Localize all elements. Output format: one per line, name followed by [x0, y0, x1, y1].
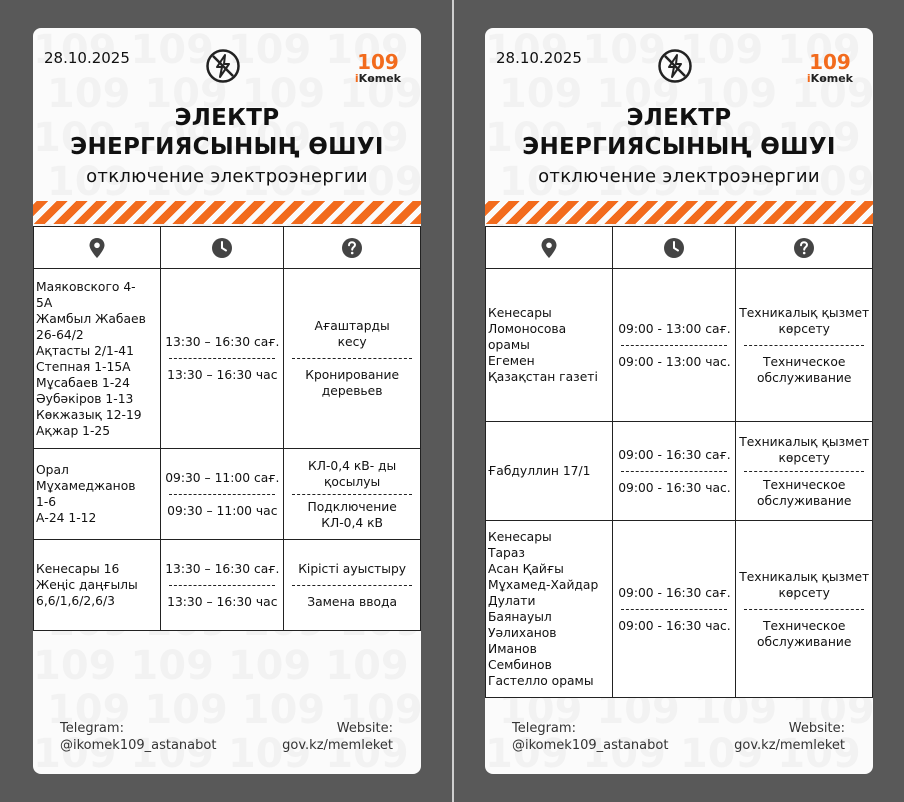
outage-card-right: [485, 28, 873, 774]
time-cell: 13:30 – 16:30 сағ. 13:30 – 16:30 час: [161, 540, 284, 631]
page-title: ЭЛЕКТР ЭНЕРГИЯСЫНЫҢ ӨШУІ: [522, 105, 836, 160]
question-icon: [341, 237, 363, 259]
header-reason: [736, 227, 873, 269]
clock-icon: [663, 237, 685, 259]
schedule-table: [33, 226, 421, 631]
brand-number: 109: [357, 50, 399, 74]
table-row: [486, 521, 873, 698]
location-pin-icon: [538, 237, 560, 259]
power-outage-icon: [657, 48, 693, 84]
reason-cell: Техникалық қызмет көрсету Техническое обслуживание: [736, 422, 873, 521]
reason-cell: Техникалық қызмет көрсету Техническое обслуживание: [736, 269, 873, 422]
header-location: [34, 227, 161, 269]
time-cell: 13:30 – 16:30 сағ. 13:30 – 16:30 час: [161, 269, 284, 449]
time-cell: 09:00 - 16:30 сағ. 09:00 - 16:30 час.: [613, 521, 736, 698]
brand-number: 109: [809, 50, 851, 74]
time-cell: 09:00 - 16:30 сағ. 09:00 - 16:30 час.: [613, 422, 736, 521]
panel-divider: [452, 0, 454, 802]
brand-logo: [355, 52, 401, 84]
address-cell: Ғабдуллин 17/1: [486, 422, 613, 521]
footer-telegram: Telegram: @ikomek109_astanabot: [512, 721, 669, 753]
address-cell: Орал Мұхамеджанов 1-6 А-24 1-12: [34, 449, 161, 540]
date-label: 28.10.2025: [44, 49, 130, 67]
reason-cell: Кірісті ауыстыру Замена ввода: [284, 540, 421, 631]
header-time: [613, 227, 736, 269]
page-title: ЭЛЕКТР ЭНЕРГИЯСЫНЫҢ ӨШУІ: [70, 105, 384, 160]
footer-telegram: Telegram: @ikomek109_astanabot: [60, 721, 217, 753]
hazard-stripe: [33, 201, 421, 224]
time-cell: 09:00 - 13:00 сағ. 09:00 - 13:00 час.: [613, 269, 736, 422]
page-subtitle: отключение электроэнергии: [86, 166, 368, 187]
clock-icon: [211, 237, 233, 259]
question-icon: [793, 237, 815, 259]
table-row: [486, 422, 873, 521]
address-cell: Кенесары Тараз Асан Қайғы Мұхамед-Хайдар Дулати Баянауыл Уәлиханов Иманов Сембинов Гастелло орамы: [486, 521, 613, 698]
address-cell: Кенесары Ломоносова орамы Егемен Қазақстан газеті: [486, 269, 613, 422]
header-reason: [284, 227, 421, 269]
reason-cell: КЛ-0,4 кВ- ды қосылуы Подключение КЛ-0,4 кВ: [284, 449, 421, 540]
header-time: [161, 227, 284, 269]
footer-website: Website: gov.kz/memleket: [282, 721, 393, 753]
table-row: [486, 269, 873, 422]
table-row: [34, 540, 421, 631]
address-cell: Кенесары 16 Жеңіс даңғылы 6,6/1,6/2,6/3: [34, 540, 161, 631]
table-header-row: [34, 227, 421, 269]
address-cell: Маяковского 4- 5А Жамбыл Жабаев 26-64/2 Ақтасты 2/1-41 Степная 1-15А Мұсабаев 1-24 Әубәкіров 1-13 Көкжазық 12-19 Ақжар 1-25: [34, 269, 161, 449]
hazard-stripe: [485, 201, 873, 224]
schedule-table: [485, 226, 873, 698]
table-row: [34, 269, 421, 449]
date-label: 28.10.2025: [496, 49, 582, 67]
page-subtitle: отключение электроэнергии: [538, 166, 820, 187]
location-pin-icon: [86, 237, 108, 259]
time-cell: 09:30 – 11:00 сағ. 09:30 – 11:00 час: [161, 449, 284, 540]
brand-name: iKөmek: [806, 72, 853, 85]
footer-website: Website: gov.kz/memleket: [734, 721, 845, 753]
table-header-row: [486, 227, 873, 269]
reason-cell: Техникалық қызмет көрсету Техническое обслуживание: [736, 521, 873, 698]
table-row: [34, 449, 421, 540]
brand-logo: [807, 52, 853, 84]
power-outage-icon: [205, 48, 241, 84]
outage-card-left: [33, 28, 421, 774]
header-location: [486, 227, 613, 269]
reason-cell: Ағаштарды кесу Кронирование деревьев: [284, 269, 421, 449]
brand-name: iKөmek: [354, 72, 401, 85]
